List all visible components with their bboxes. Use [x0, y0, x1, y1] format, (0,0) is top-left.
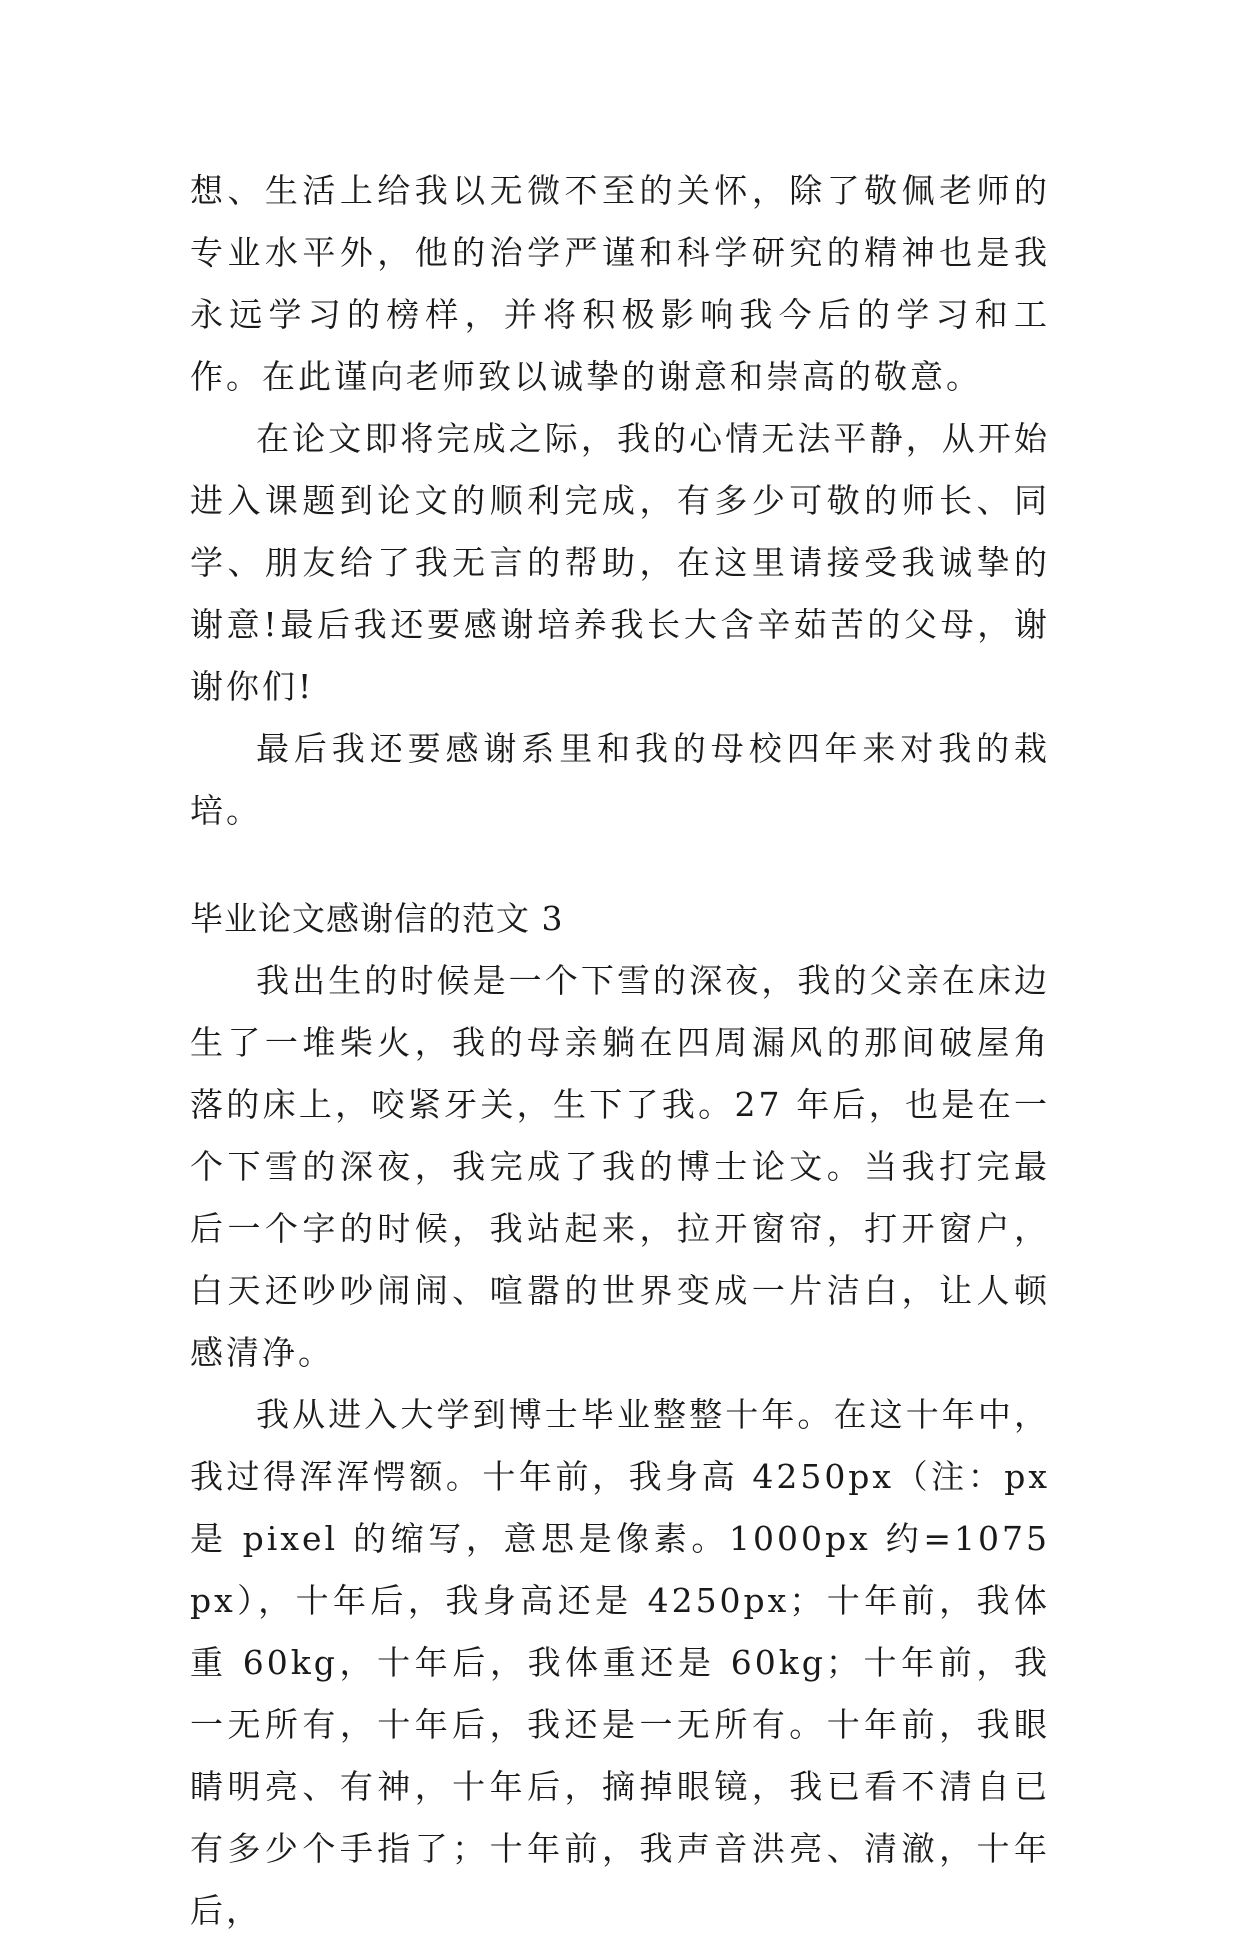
document-body — [190, 160, 1050, 1942]
paragraph-ten-years: 我从进入大学到博士毕业整整十年。在这十年中，我过得浑浑愕额。十年前，我身高 4250px（注：px 是 pixel 的缩写，意思是像素。1000px 约=1075px），十年后，我身高还是 4250px；十年前，我体重 60kg，十年后，我体重还是 60kg；十年前，我一无所有，十年后，我还是一无所有。十年前，我眼睛明亮、有神，十年后，摘掉眼镜，我已看不清自已有多少个手指了；十年前，我声音洪亮、清澈，十年后， — [190, 1395, 1050, 1930]
paragraph-thanks-teachers-classmates: 在论文即将完成之际，我的心情无法平静，从开始进入课题到论文的顺利完成，有多少可敬的师长、同学、朋友给了我无言的帮助，在这里请接受我诚挚的谢意!最后我还要感谢培养我长大含辛茹苦的父母，谢谢你们! — [190, 419, 1050, 706]
paragraph-thanks-school: 最后我还要感谢系里和我的母校四年来对我的栽培。 — [190, 729, 1050, 830]
paragraph-continuation: 想、生活上给我以无微不至的关怀，除了敬佩老师的专业水平外，他的治学严谨和科学研究的精神也是我永远学习的榜样，并将积极影响我今后的学习和工作。在此谨向老师致以诚挚的谢意和崇高的敬意。 — [190, 171, 1050, 396]
paragraph-birth-story: 我出生的时候是一个下雪的深夜，我的父亲在床边生了一堆柴火，我的母亲躺在四周漏风的那间破屋角落的床上，咬紧牙关，生下了我。27 年后，也是在一个下雪的深夜，我完成了我的博士论文。当我打完最后一个字的时候，我站起来，拉开窗帘，打开窗户，白天还吵吵闹闹、喧嚣的世界变成一片洁白，让人顿感清净。 — [190, 961, 1050, 1372]
section-heading: 毕业论文感谢信的范文 3 — [190, 899, 564, 938]
